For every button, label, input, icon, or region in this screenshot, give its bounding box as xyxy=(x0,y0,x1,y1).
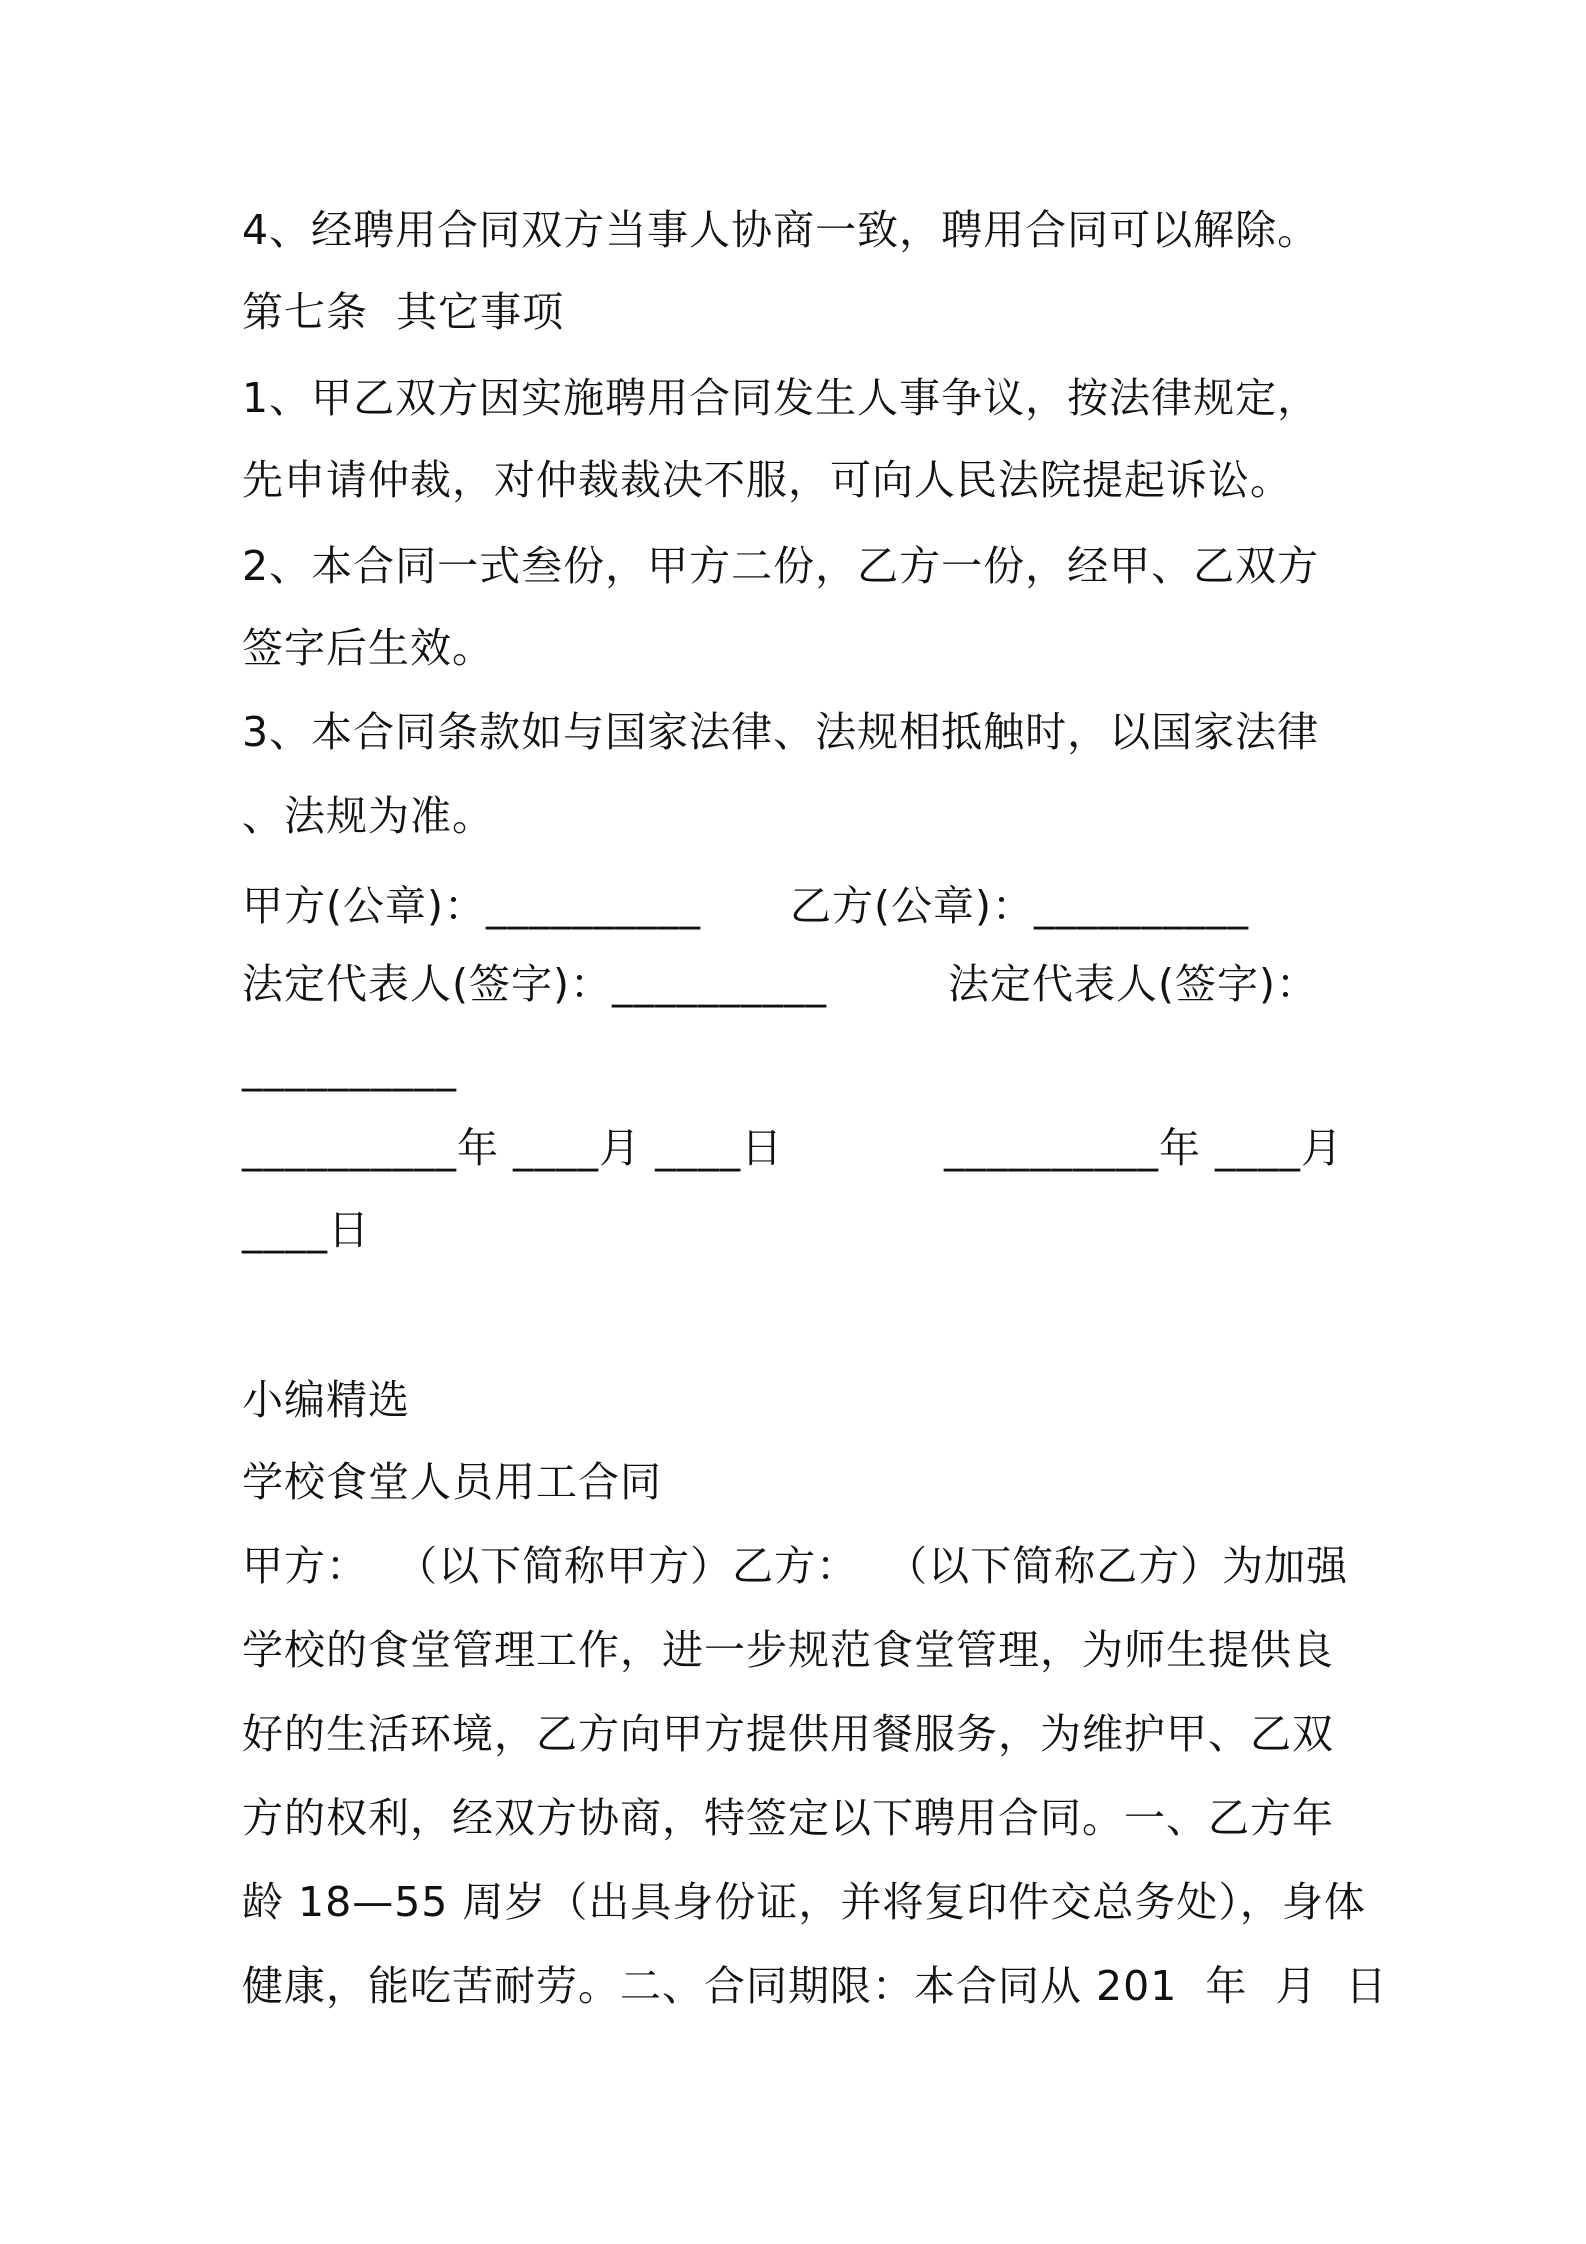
body-line-4: 方的权利，经双方协商，特签定以下聘用合同。一、乙方年 xyxy=(242,1794,1334,1842)
contract-title: 学校食堂人员用工合同 xyxy=(242,1458,662,1506)
party-b-date-day: ____日 xyxy=(242,1206,370,1254)
body-line-1: 甲方： （以下简称甲方）乙方： （以下简称乙方）为加强 xyxy=(242,1542,1349,1590)
item-3-line-2: 、法规为准。 xyxy=(242,792,494,840)
party-a-seal: 甲方(公章)：__________ xyxy=(242,882,701,930)
body-line-3: 好的生活环境，乙方向甲方提供用餐服务，为维护甲、乙双 xyxy=(242,1710,1334,1758)
party-a-representative: 法定代表人(签字)：__________ xyxy=(242,960,827,1008)
item-1-line-2: 先申请仲裁，对仲裁裁决不服，可向人民法院提起诉讼。 xyxy=(242,456,1292,504)
body-line-6: 健康，能吃苦耐劳。二、合同期限：本合同从 201 年 月 日 xyxy=(242,1962,1388,2010)
item-2-line-2: 签字后生效。 xyxy=(242,624,494,672)
item-3-line-1: 3、本合同条款如与国家法律、法规相抵触时，以国家法律 xyxy=(242,708,1320,756)
clause-4-line: 4、经聘用合同双方当事人协商一致，聘用合同可以解除。 xyxy=(242,206,1320,254)
party-b-representative-blank: __________ xyxy=(242,1044,457,1092)
article-7-heading: 第七条 其它事项 xyxy=(242,288,565,336)
item-1-line-1: 1、甲乙双方因实施聘用合同发生人事争议，按法律规定， xyxy=(242,374,1320,422)
party-b-seal: 乙方(公章)：__________ xyxy=(790,882,1249,930)
editor-picks-label: 小编精选 xyxy=(242,1376,410,1424)
item-2-line-1: 2、本合同一式叁份，甲方二份，乙方一份，经甲、乙双方 xyxy=(242,542,1320,590)
body-line-5: 龄 18—55 周岁（出具身份证，并将复印件交总务处），身体 xyxy=(242,1878,1366,1926)
party-b-date: __________年 ____月 xyxy=(944,1124,1344,1172)
party-a-date: __________年 ____月 ____日 xyxy=(242,1124,784,1172)
party-b-representative: 法定代表人(签字)： xyxy=(948,960,1318,1008)
body-line-2: 学校的食堂管理工作，进一步规范食堂管理，为师生提供良 xyxy=(242,1626,1334,1674)
